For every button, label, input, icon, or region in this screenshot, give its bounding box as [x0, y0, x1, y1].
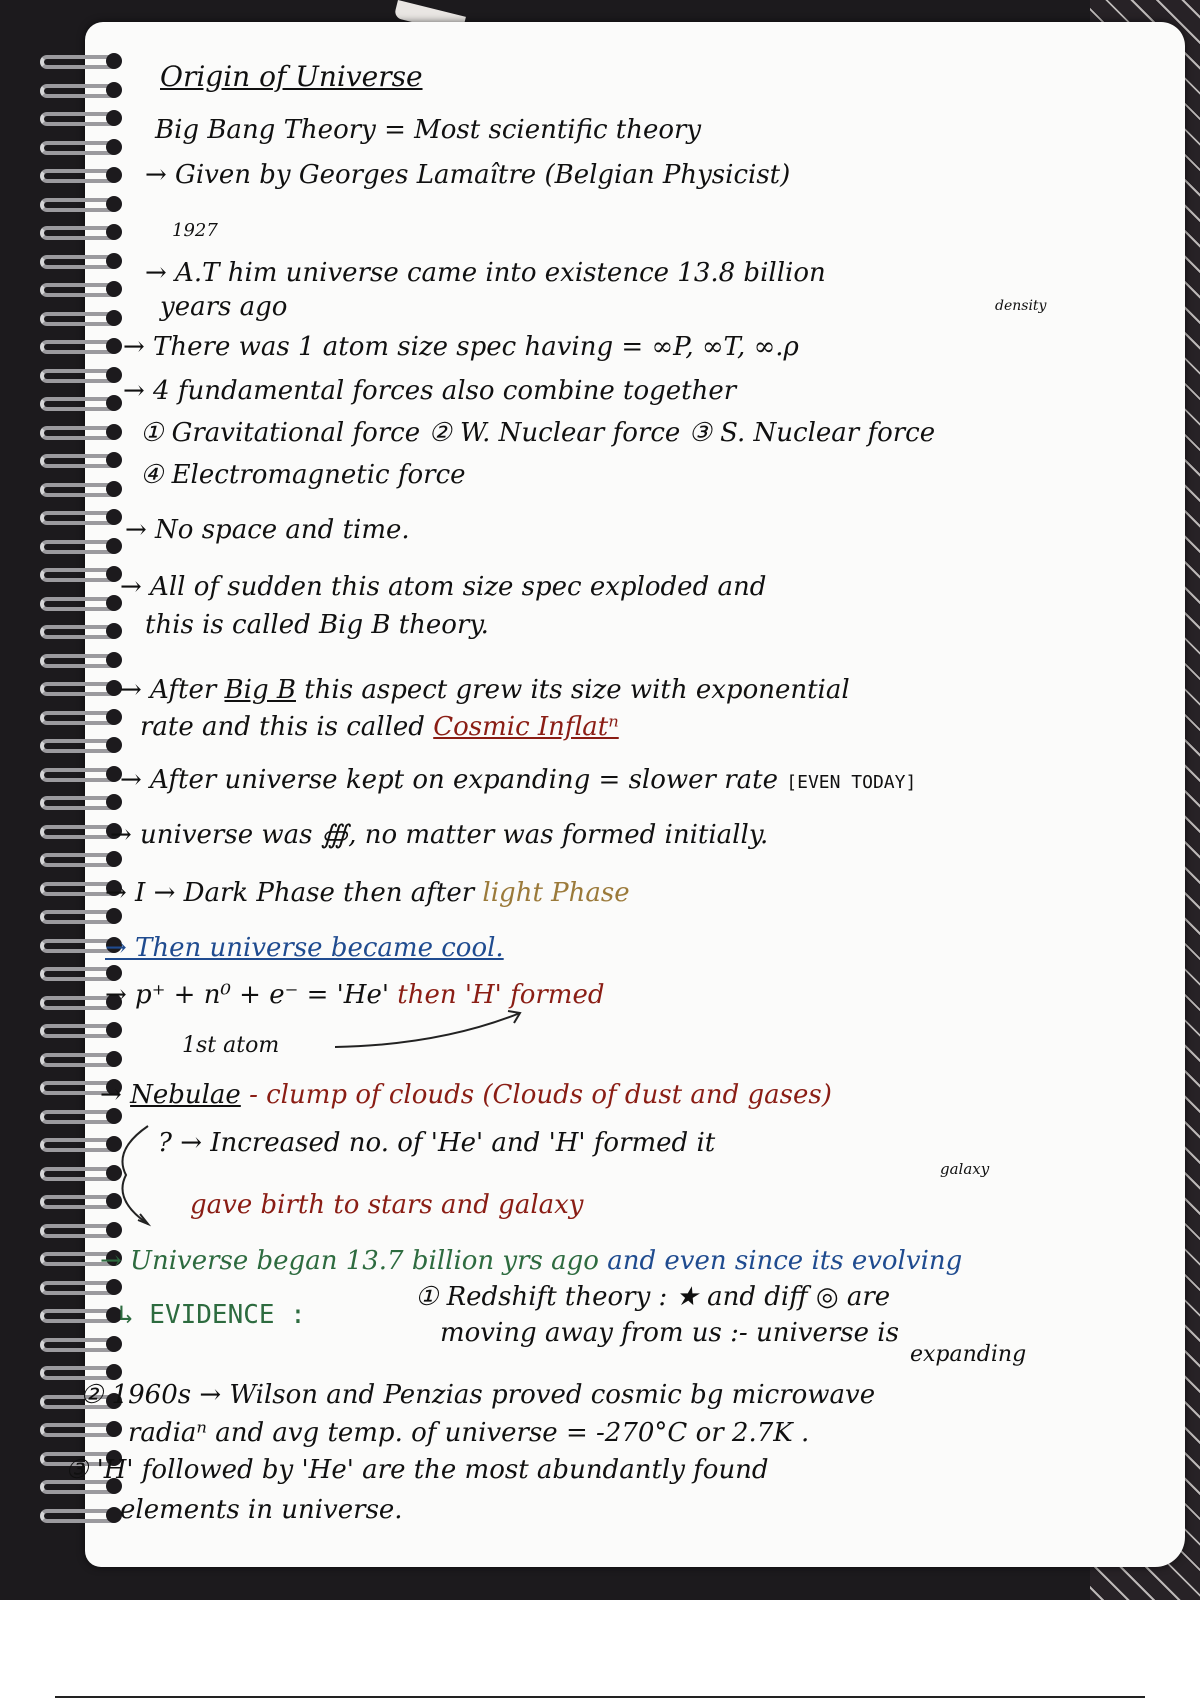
- binding-hole: [106, 281, 122, 297]
- binding-hole: [106, 1336, 122, 1352]
- even-today-bracket: [EVEN TODAY]: [786, 772, 917, 793]
- spiral-binding: [40, 55, 130, 1545]
- curved-arrow-icon: [330, 1005, 530, 1055]
- binding-hole: [106, 167, 122, 183]
- note-line: ? → Increased no. of 'He' and 'H' formed it: [158, 1128, 716, 1158]
- binding-hole: [106, 224, 122, 240]
- binding-hole: [106, 965, 122, 981]
- note-line: [105, 933, 504, 963]
- binding-hole: [106, 395, 122, 411]
- evidence-heading: ↳ EVIDENCE :: [118, 1300, 306, 1330]
- binding-hole: [106, 367, 122, 383]
- cosmic-inflation-text: Cosmic Inflatⁿ: [433, 712, 619, 742]
- note-line: years ago: [160, 292, 288, 322]
- note-line: [120, 675, 850, 705]
- note-line: expanding: [910, 1342, 1027, 1367]
- note-line: moving away from us :- universe is: [440, 1318, 899, 1348]
- binding-hole: [106, 737, 122, 753]
- note-line: ① Gravitational force ② W. Nuclear force ③ S. Nuclear force: [140, 418, 936, 448]
- binding-hole: [106, 623, 122, 639]
- binding-hole: [106, 424, 122, 440]
- binding-hole: [106, 1364, 122, 1380]
- binding-hole: [106, 851, 122, 867]
- note-line: → universe was ∰, no matter was formed initially.: [110, 820, 769, 850]
- note-text: rate and this is called: [140, 712, 425, 742]
- binding-hole: [106, 1279, 122, 1295]
- binding-hole: [106, 82, 122, 98]
- note-text: → p⁺ + n⁰ + e⁻ = 'He': [105, 980, 389, 1010]
- binding-hole: [106, 110, 122, 126]
- binding-hole: [106, 1022, 122, 1038]
- note-line: [120, 765, 916, 795]
- binding-hole: [106, 196, 122, 212]
- note-annotation: galaxy: [940, 1160, 990, 1178]
- binding-hole: [106, 53, 122, 69]
- binding-hole: [106, 338, 122, 354]
- binding-hole: [106, 709, 122, 725]
- binding-hole: [106, 652, 122, 668]
- note-line: [100, 1246, 962, 1276]
- note-text: →: [100, 1080, 122, 1110]
- binding-hole: [106, 794, 122, 810]
- note-text: this aspect grew its size with exponential: [304, 675, 850, 705]
- note-text: → I → Dark Phase then after: [105, 878, 475, 908]
- note-line: gave birth to stars and galaxy: [190, 1190, 584, 1220]
- note-line: ① Redshift theory : ★ and diff ◎ are: [415, 1282, 891, 1312]
- note-line: → Given by Georges Lamaître (Belgian Physicist): [145, 160, 791, 190]
- note-text: then 'H' formed: [397, 980, 605, 1010]
- page-title: Origin of Universe: [160, 60, 423, 93]
- note-line: → All of sudden this atom size spec exploded and: [120, 572, 767, 602]
- note-year: 1927: [172, 220, 218, 241]
- binding-hole: [106, 481, 122, 497]
- note-text: clouds (Clouds of dust and gases): [388, 1080, 832, 1110]
- note-line: this is called Big B theory.: [145, 610, 489, 640]
- note-text: → Then universe became cool.: [105, 933, 504, 963]
- note-line: [105, 878, 630, 908]
- note-line: Big Bang Theory = Most scientific theory: [155, 115, 702, 145]
- note-line: → No space and time.: [125, 515, 410, 545]
- note-line: → A.T him universe came into existence 13.8 billion: [145, 258, 826, 288]
- note-line: [140, 712, 619, 742]
- note-line: → 4 fundamental forces also combine together: [123, 376, 737, 406]
- note-text: of: [355, 1080, 381, 1110]
- note-line: [100, 1080, 832, 1110]
- note-line: ② 1960s → Wilson and Penzias proved cosmic bg microwave: [80, 1380, 876, 1410]
- brace-arrow-icon: [108, 1120, 168, 1230]
- note-text: → After: [120, 675, 217, 705]
- nebulae-text: Nebulae: [130, 1080, 241, 1110]
- binding-hole: [106, 1421, 122, 1437]
- note-line: ④ Electromagnetic force: [140, 460, 466, 490]
- light-phase-text: light Phase: [482, 878, 630, 908]
- note-line: ③ 'H' followed by 'He' are the most abundantly found: [65, 1455, 769, 1485]
- binding-hole: [106, 509, 122, 525]
- binding-hole: [106, 139, 122, 155]
- note-text: and even since its evolving: [607, 1246, 963, 1276]
- note-text: → After universe kept on expanding = slower rate: [120, 765, 778, 795]
- binding-hole: [106, 908, 122, 924]
- note-text: → Universe began 13.7 billion yrs ago: [100, 1246, 599, 1276]
- note-annotation: density: [995, 298, 1047, 314]
- binding-hole: [106, 1051, 122, 1067]
- binding-hole: [106, 452, 122, 468]
- bottom-rule: [55, 1696, 1145, 1698]
- note-text: - clump: [249, 1080, 348, 1110]
- binding-hole: [106, 253, 122, 269]
- first-atom-note: 1st atom: [182, 1033, 280, 1058]
- note-line: elements in universe.: [120, 1495, 403, 1525]
- binding-hole: [106, 538, 122, 554]
- binding-hole: [106, 310, 122, 326]
- note-text-underlined: Big B: [224, 675, 296, 705]
- note-line: radiaⁿ and avg temp. of universe = -270°C or 2.7K .: [128, 1418, 810, 1448]
- note-line: → There was 1 atom size spec having = ∞P, ∞T, ∞.ρ: [123, 332, 799, 362]
